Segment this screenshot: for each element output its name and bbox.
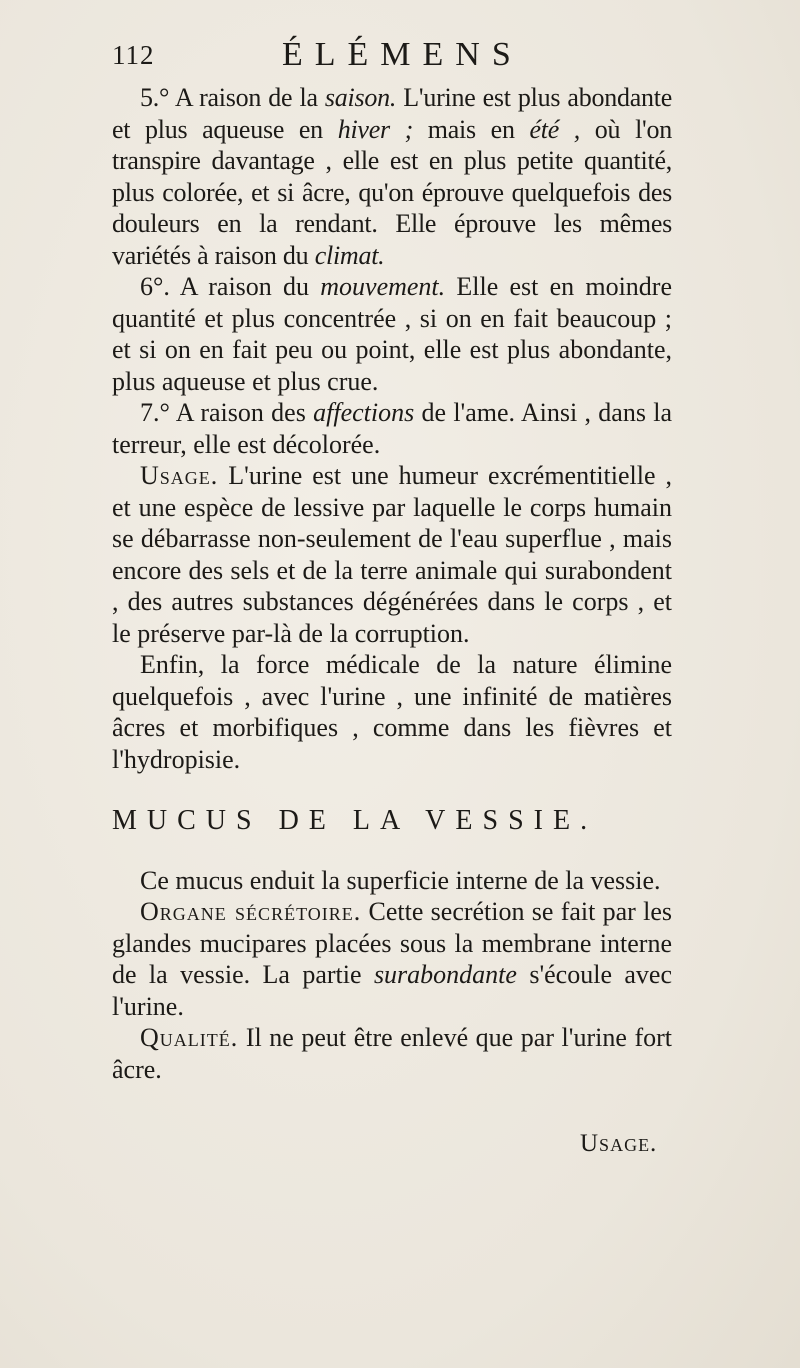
catchword: Usage.	[580, 1130, 658, 1157]
paragraph-affections: 7.° A raison des affections de l'ame. Ainsi , dans la terreur, elle est décolorée.	[112, 398, 672, 459]
usage-label: Usage.	[140, 461, 219, 490]
page-number: 112	[112, 40, 155, 70]
paragraph-organe: Organe sécrétoire. Cette secrétion se fait par les glandes mucipares placées sous la membrane interne de la vessie. La partie surabondante s'écoule avec l'urine.	[112, 897, 672, 1021]
paragraph-enfin: Enfin, la force médicale de la nature élimine quelquefois , avec l'urine , une infinité de matières âcres et morbifiques , comme dans les fièvres et l'hydropisie.	[112, 650, 672, 774]
page-header	[112, 36, 672, 80]
paragraph-mucus: Ce mucus enduit la superficie interne de la vessie.	[140, 865, 661, 895]
paragraph-qualite: Qualité. Il ne peut être enlevé que par l'urine fort âcre.	[112, 1023, 672, 1084]
section-title: MUCUS DE LA VESSIE.	[112, 805, 598, 836]
paragraph-saison: 5.° A raison de la saison. L'urine est plus abondante et plus aqueuse en hiver ; mais en été , où l'on transpire davantage , elle est en plus petite quantité, plus colorée, et si âcre, qu'on éprouve quelquefois des douleurs en la rendant. Elle éprouve les mêmes variétés à raison du climat.	[112, 83, 672, 270]
paragraph-mouvement: 6°. A raison du mouvement. Elle est en moindre quantité et plus concentrée , si on en fait beaucoup ; et si on en fait peu ou point, elle est plus abondante, plus aqueuse et plus crue.	[112, 272, 672, 396]
paragraph-usage: Usage. L'urine est une humeur excrémentitielle , et une espèce de lessive par laquelle le corps humain se débarrasse non-seulement de l'eau superflue , mais encore des sels et de la terre animale qui surabondent , des autres substances dégénérées dans le corps , et le préserve par-là de la corruption.	[112, 461, 672, 648]
organe-label: Organe sécrétoire.	[140, 897, 362, 926]
page-body	[112, 82, 672, 1085]
qualite-label: Qualité.	[140, 1023, 239, 1052]
running-head: ÉLÉMENS	[282, 36, 523, 73]
